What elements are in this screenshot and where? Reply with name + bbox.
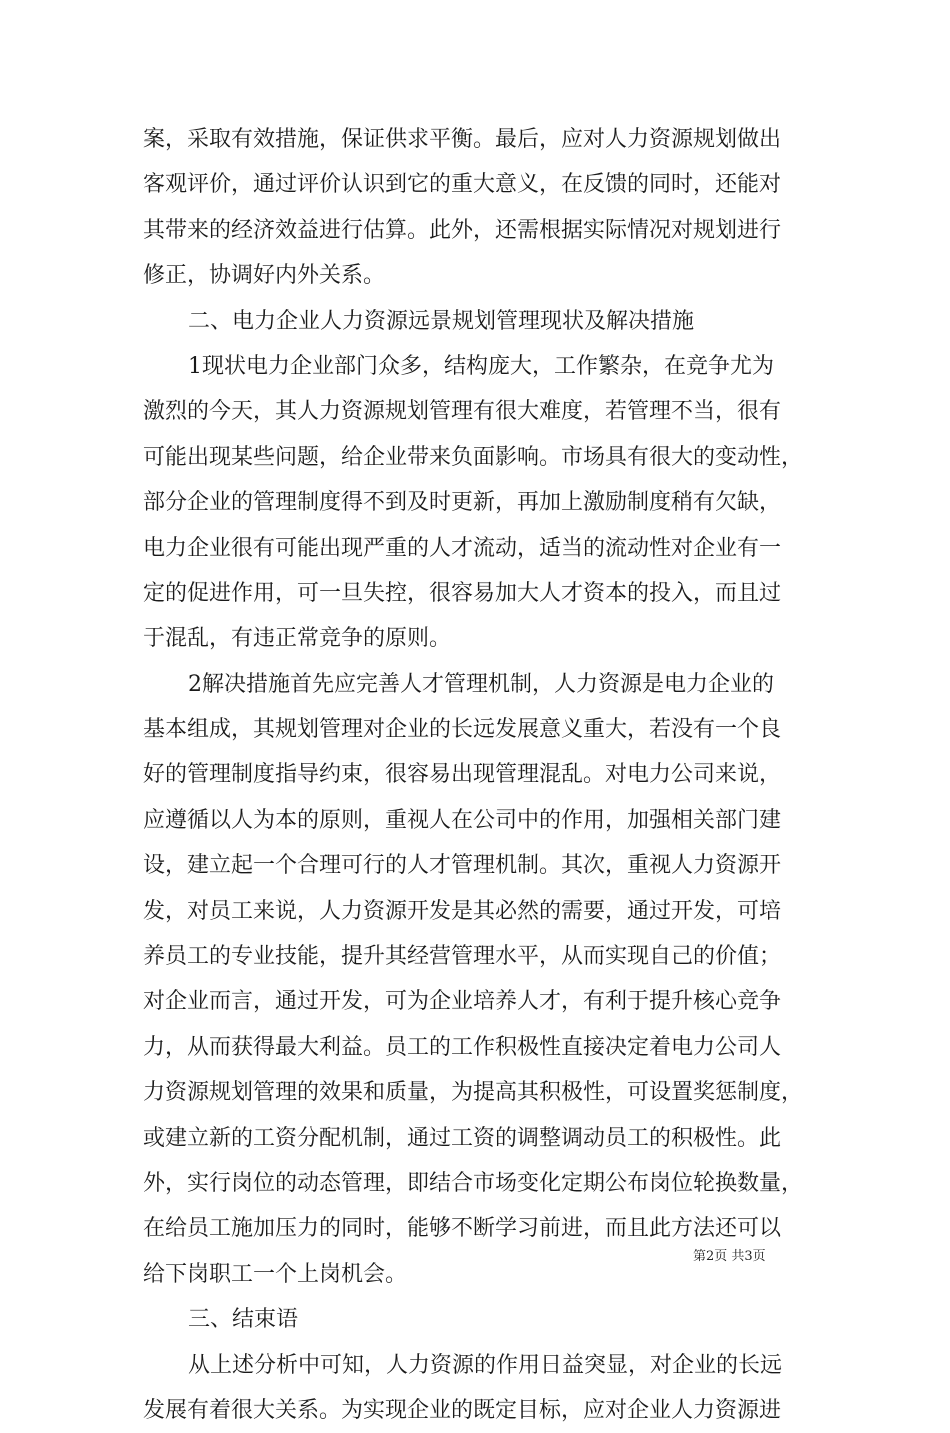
text-line: 二、电力企业人力资源远景规划管理现状及解决措施 bbox=[188, 308, 695, 334]
text-line: 发，对员工来说，人力资源开发是其必然的需要，通过开发，可培 bbox=[143, 898, 782, 924]
text-line: 电力企业很有可能出现严重的人才流动，适当的流动性对企业有一 bbox=[143, 535, 782, 561]
text-line: 发展有着很大关系。为实现企业的既定目标，应对企业人力资源进 bbox=[143, 1397, 782, 1423]
text-line: 设，建立起一个合理可行的人才管理机制。其次，重视人力资源开 bbox=[143, 853, 782, 879]
text-line: 激烈的今天，其人力资源规划管理有很大难度，若管理不当，很有 bbox=[143, 399, 782, 425]
text-line: 好的管理制度指导约束，很容易出现管理混乱。对电力公司来说， bbox=[143, 762, 782, 788]
text-line: 基本组成，其规划管理对企业的长远发展意义重大，若没有一个良 bbox=[143, 717, 782, 743]
document-body bbox=[143, 117, 811, 1433]
text-line: 1现状电力企业部门众多，结构庞大，工作繁杂，在竞争尤为 bbox=[188, 353, 774, 379]
text-line: 外，实行岗位的动态管理，即结合市场变化定期公布岗位轮换数量， bbox=[143, 1170, 804, 1196]
page-number-footer: 第2页 共3页 bbox=[693, 1249, 766, 1264]
text-line: 应遵循以人为本的原则，重视人在公司中的作用，加强相关部门建 bbox=[143, 807, 782, 833]
text-line: 修正，协调好内外关系。 bbox=[143, 263, 386, 289]
text-line: 从上述分析中可知，人力资源的作用日益突显，对企业的长远 bbox=[188, 1352, 783, 1378]
text-line: 养员工的专业技能，提升其经营管理水平，从而实现自己的价值； bbox=[143, 944, 782, 970]
text-line: 客观评价，通过评价认识到它的重大意义，在反馈的同时，还能对 bbox=[143, 172, 782, 198]
text-line: 力，从而获得最大利益。员工的工作积极性直接决定着电力公司人 bbox=[143, 1034, 782, 1060]
text-line: 可能出现某些问题，给企业带来负面影响。市场具有很大的变动性， bbox=[143, 444, 804, 470]
text-line: 于混乱，有违正常竞争的原则。 bbox=[143, 626, 452, 652]
text-line: 部分企业的管理制度得不到及时更新，再加上激励制度稍有欠缺， bbox=[143, 490, 782, 516]
text-line: 案，采取有效措施，保证供求平衡。最后，应对人力资源规划做出 bbox=[143, 127, 782, 152]
text-line: 或建立新的工资分配机制，通过工资的调整调动员工的积极性。此 bbox=[143, 1125, 782, 1151]
text-line: 力资源规划管理的效果和质量，为提高其积极性，可设置奖惩制度， bbox=[143, 1080, 804, 1106]
text-line: 其带来的经济效益进行估算。此外，还需根据实际情况对规划进行 bbox=[143, 217, 782, 243]
text-line: 对企业而言，通过开发，可为企业培养人才，有利于提升核心竞争 bbox=[143, 989, 782, 1015]
text-line: 给下岗职工一个上岗机会。 bbox=[143, 1261, 408, 1287]
text-line: 2解决措施首先应完善人才管理机制，人力资源是电力企业的 bbox=[188, 671, 774, 697]
text-line: 定的促进作用，可一旦失控，很容易加大人才资本的投入，而且过 bbox=[143, 580, 782, 606]
text-line: 在给员工施加压力的同时，能够不断学习前进，而且此方法还可以 bbox=[143, 1216, 782, 1242]
text-line: 三、结束语 bbox=[188, 1307, 299, 1333]
